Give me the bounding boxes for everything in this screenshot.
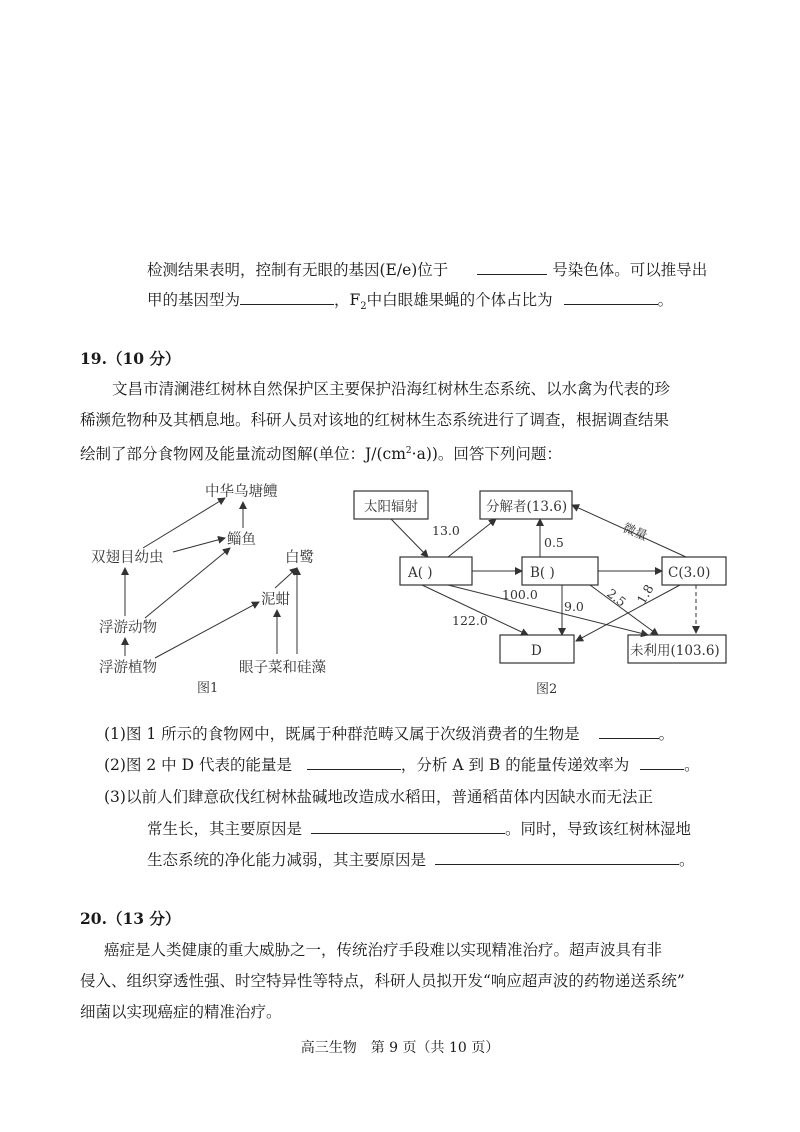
q19-heading — [80, 347, 180, 369]
label-1-8: 1.8 — [633, 581, 657, 607]
q19-sub-2-end: 。 — [684, 756, 700, 774]
q18-blank-ratio[interactable] — [564, 288, 658, 305]
q19-sub-2-text-b: ，分析 A 到 B 的能量传递效率为 — [400, 756, 630, 774]
q19-intro-3a: 绘制了部分食物网及能量流动图解(单位：J/(cm — [80, 445, 406, 464]
q19-intro-3 — [80, 440, 562, 465]
q19-sub-3d — [147, 848, 694, 871]
q19-blank-3a[interactable] — [311, 817, 505, 834]
label-13: 13.0 — [432, 523, 460, 538]
q20-number: 20. — [80, 909, 107, 928]
q19-sub-2 — [104, 753, 700, 776]
q20-heading — [80, 907, 180, 929]
figure-2-energy-flow — [350, 485, 730, 700]
q20-line-2: 侵入、组织穿透性强、时空特异性等特点，科研人员拟开发“响应超声波的药物递送系统” — [80, 972, 685, 990]
q19-sub-1-text: (1)图 1 所示的食物网中，既属于种群范畴又属于次级消费者的生物是 — [104, 725, 580, 743]
q18-text-1b: 号染色体。可以推导出 — [552, 261, 708, 279]
q18-line-2 — [147, 288, 673, 318]
box-d-label: D — [531, 643, 542, 659]
q20-line-3: 细菌以实现癌症的精准治疗。 — [80, 1003, 282, 1021]
figure-1-caption: 图1 — [197, 681, 219, 696]
q18-text-2end: 。 — [657, 291, 674, 309]
label-9: 9.0 — [564, 599, 584, 614]
q18-text-1a: 检测结果表明，控制有无眼的基因(E/e)位于 — [147, 261, 449, 279]
box-decomposer-label: 分解者(13.6) — [486, 499, 568, 515]
box-a-label: A( ) — [408, 565, 433, 581]
page-footer: 高三生物 第 9 页（共 10 页） — [300, 1040, 500, 1056]
node-yanzicai-guizao: 眼子菜和硅藻 — [239, 660, 326, 676]
label-122: 122.0 — [452, 613, 488, 628]
q18-blank-chromosome[interactable] — [477, 258, 547, 275]
q19-blank-2a[interactable] — [307, 753, 401, 770]
q19-blank-3b[interactable] — [435, 848, 679, 865]
box-unused-label: 未利用(103.6) — [630, 643, 720, 659]
node-fuyou-zhiwu: 浮游植物 — [99, 660, 157, 676]
q19-blank-2b[interactable] — [640, 753, 684, 770]
q19-intro-1: 文昌市清澜港红树林自然保护区主要保护沿海红树林生态系统、以水禽为代表的珍 — [112, 380, 671, 398]
q18-text-2a: 甲的基因型为 — [147, 291, 241, 309]
label-0-5: 0.5 — [544, 535, 564, 550]
q19-points: （10 分） — [106, 349, 181, 368]
label-2-5: 2.5 — [604, 585, 630, 610]
label-100: 100.0 — [502, 587, 538, 602]
q18-blank-genotype[interactable] — [240, 288, 334, 305]
node-fuyou-dongwu: 浮游动物 — [99, 620, 157, 636]
box-sun-label: 太阳辐射 — [364, 499, 418, 515]
q19-sub-3b — [147, 817, 691, 840]
node-nihan: 泥蚶 — [261, 592, 290, 608]
node-bailu: 白鹭 — [285, 550, 314, 566]
q18-sub-2: 2 — [360, 301, 367, 313]
q18-line-1 — [147, 258, 707, 281]
q19-sub-3d-text: 生态系统的净化能力减弱，其主要原因是 — [147, 851, 427, 869]
q19-intro-2: 稀濒危物种及其栖息地。科研人员对该地的红树林生态系统进行了调查，根据调查结果 — [80, 411, 670, 429]
box-c-label: C(3.0) — [668, 565, 711, 581]
label-trace: 微量 — [620, 519, 650, 544]
q19-sub-3a: (3)以前人们肆意砍伐红树林盐碱地改造成水稻田，普通稻苗体内因缺水而无法正 — [104, 788, 653, 806]
q19-number: 19. — [80, 349, 107, 368]
q20-line-1: 癌症是人类健康的重大威胁之一，传统治疗手段难以实现精准治疗。超声波具有非 — [104, 941, 663, 959]
q19-sub-3b-text: 常生长，其主要原因是 — [147, 820, 303, 838]
q19-sub-2-text-a: (2)图 2 中 D 代表的能量是 — [104, 756, 292, 774]
node-zhonghua-wutangli: 中华乌塘鳢 — [205, 484, 278, 500]
q19-intro-3sup: 2 — [405, 446, 412, 456]
q20-points: （13 分） — [106, 909, 181, 928]
figure-2-caption: 图2 — [536, 682, 558, 697]
node-ziyu: 鲻鱼 — [227, 532, 256, 548]
node-shuangchimu-youchong: 双翅目幼虫 — [91, 550, 164, 566]
q19-sub-3d-end: 。 — [678, 851, 695, 869]
q18-text-2c: 中白眼雄果蝇的个体占比为 — [366, 291, 553, 309]
q19-intro-3b: ·a))。回答下列问题： — [411, 445, 562, 464]
q19-sub-1-end: 。 — [658, 725, 675, 743]
q19-sub-3c-text: 。同时，导致该红树林湿地 — [504, 820, 691, 838]
q19-sub-1 — [104, 722, 674, 745]
q18-text-2b: ，F — [334, 291, 361, 309]
box-b-label: B( ) — [530, 565, 555, 581]
figure-1-food-web — [75, 470, 355, 705]
q19-blank-1[interactable] — [599, 722, 659, 739]
